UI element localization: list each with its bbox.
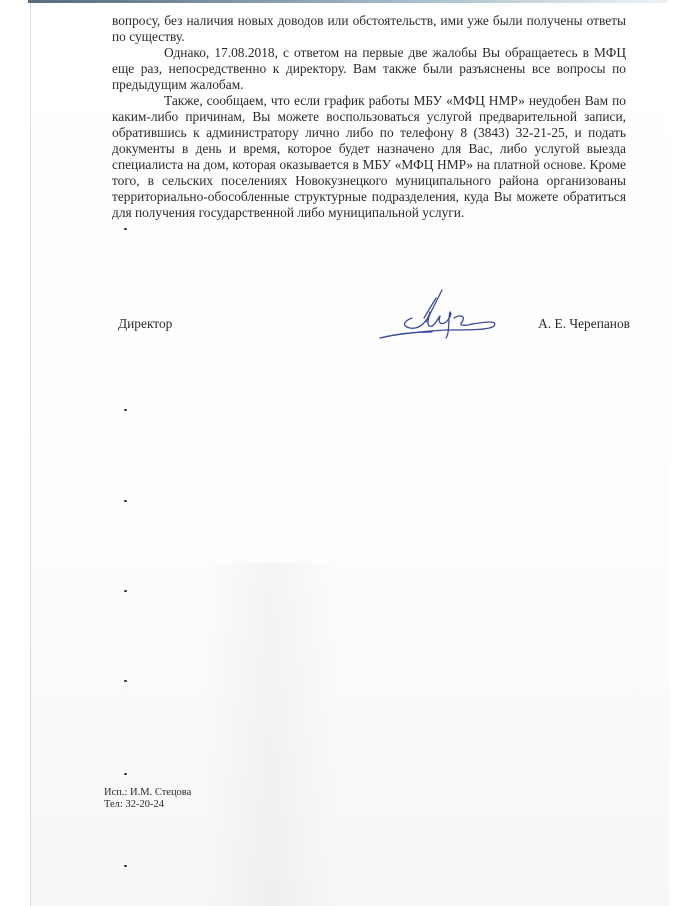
scan-speck (124, 680, 127, 682)
executor-name: Исп.: И.М. Стецова (104, 787, 192, 798)
signatory-title: Директор (118, 316, 173, 331)
scan-speck (124, 865, 127, 867)
executor-info (104, 787, 191, 811)
letter-body (112, 13, 626, 221)
scan-speck (124, 500, 127, 502)
scan-speck (124, 590, 127, 592)
paragraph-continuation: вопросу, без наличия новых доводов или обстоятельств, ими уже были получены ответы по существу. (112, 13, 626, 44)
scan-speck (124, 228, 127, 230)
scan-speck (124, 409, 127, 411)
scan-speck (124, 773, 127, 775)
paragraph-complaint-date: Однако, 17.08.2018, с ответом на первые две жалобы Вы обращаетесь в МФЦ еще раз, непосредственно к директору. Вам также были разъяснены все вопросы по предыдущим жалобам. (112, 45, 626, 92)
signatory-name: А. Е. Черепанов (538, 316, 630, 331)
executor-phone: Тел: 32-20-24 (104, 799, 164, 810)
paragraph-schedule-info: Также, сообщаем, что если график работы МБУ «МФЦ НМР» неудобен Вам по каким-либо причинам, Вы можете воспользоваться услугой предварительной записи, обратившись к администратору лично либо по телефону 8 (3843) 32-21-25, и подать документы в день и время, которое будет назначено для Вас, либо услугой выезда специалиста на дом, которая оказывается в МБУ «МФЦ НМР» на платной основе. Кроме того, в сельских поселениях Новокузнецкого муниципального района организованы территориально-обособленные структурные подразделения, куда Вы можете обратиться для получения государственной либо муниципальной услуги. (112, 93, 626, 220)
signature-block (118, 310, 630, 350)
handwritten-signature (376, 288, 526, 358)
